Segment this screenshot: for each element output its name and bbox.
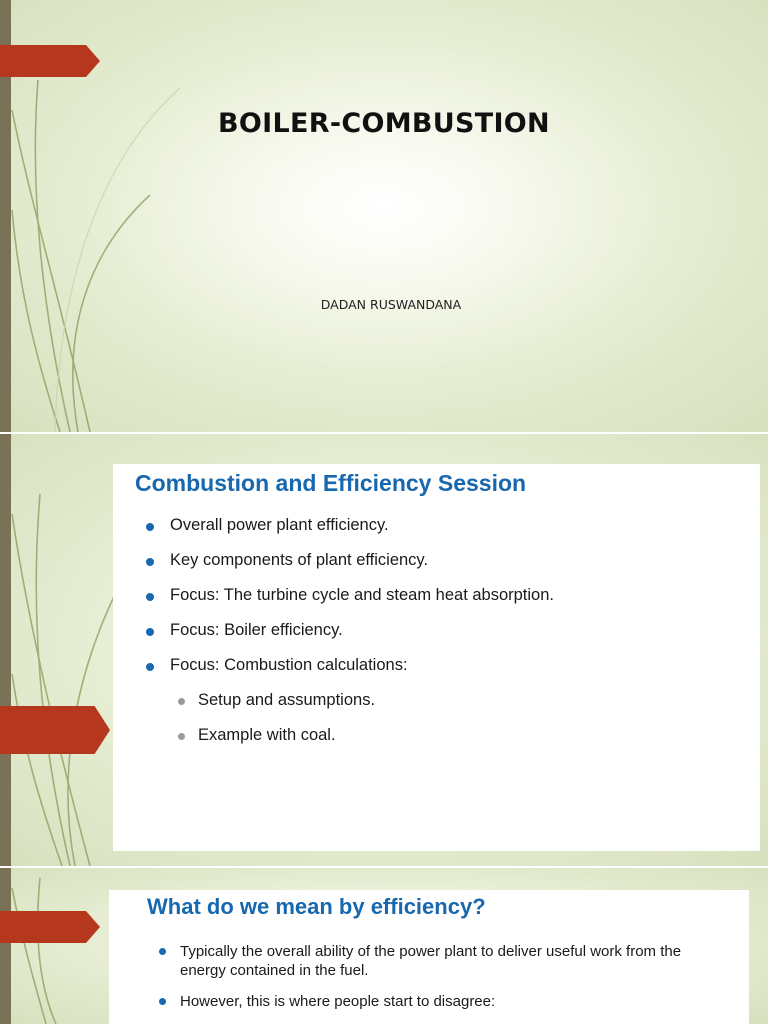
bullet-text: Typically the overall ability of the power plant to deliver useful work from the energy contained in the fuel. <box>180 943 682 979</box>
sub-bullet-text: Setup and assumptions. <box>198 691 376 709</box>
sub-list-item <box>146 726 554 761</box>
bullet-list <box>159 942 719 1011</box>
title-slide <box>0 0 768 432</box>
list-item <box>146 516 554 551</box>
list-item <box>146 656 554 691</box>
list-item <box>146 586 554 621</box>
bullet-text: However, this is where people start to disagree: <box>180 993 496 1010</box>
author-name: DADAN RUSWANDANA <box>320 297 462 312</box>
arrow-tab-marker <box>0 45 100 77</box>
efficiency-slide <box>0 868 768 1024</box>
bullet-text: Focus: Combustion calculations: <box>170 656 408 674</box>
list-item <box>159 992 719 1011</box>
arrow-tab-marker <box>0 706 110 754</box>
bullet-icon <box>146 558 154 566</box>
session-slide <box>0 434 768 866</box>
content-panel <box>109 890 749 1024</box>
bullet-icon <box>146 523 154 531</box>
slide-heading: Combustion and Efficiency Session <box>135 470 527 496</box>
bullet-text: Key components of plant efficiency. <box>170 551 429 569</box>
list-item <box>146 621 554 656</box>
bullet-list <box>146 516 554 761</box>
list-item <box>159 942 719 980</box>
sub-bullet-text: Example with coal. <box>198 726 336 744</box>
list-item <box>146 551 554 586</box>
bullet-icon <box>146 593 154 601</box>
bullet-icon <box>159 998 166 1005</box>
bullet-icon <box>159 948 166 955</box>
slide-heading: What do we mean by efficiency? <box>147 894 486 919</box>
sub-bullet-icon <box>178 698 185 705</box>
bullet-text: Focus: The turbine cycle and steam heat absorption. <box>170 586 554 604</box>
sub-list-item <box>146 691 554 726</box>
slide-title: BOILER-COMBUSTION <box>218 108 550 139</box>
sub-bullet-icon <box>178 733 185 740</box>
bullet-icon <box>146 663 154 671</box>
content-panel <box>113 464 760 851</box>
bullet-icon <box>146 628 154 636</box>
arrow-tab-marker <box>0 911 100 943</box>
bullet-text: Focus: Boiler efficiency. <box>170 621 343 639</box>
bullet-text: Overall power plant efficiency. <box>170 516 389 534</box>
